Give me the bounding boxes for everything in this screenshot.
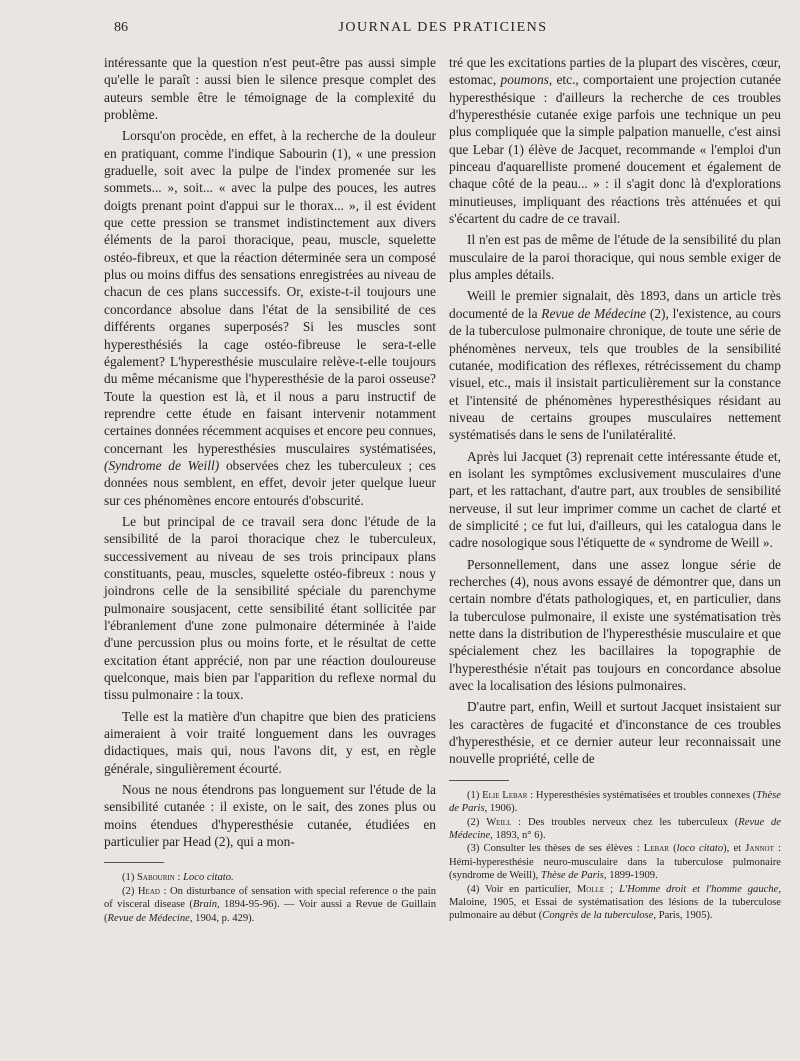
- paragraph: Lorsqu'on procède, en effet, à la recherche de la douleur en pratiquant, comme l'indique Sabourin (1), « une pression graduelle, soit avec la pulpe de l'index promenée sur les sommets... », soit... « avec la pulpe des pouces, les autres doigts prenant point d'appui sur le thorax... », il est évident que cette pression se transmet indistinctement aux divers éléments de la paroi thoracique, peau, muscle, squelette ostéo-fibreux, et que la réaction déterminée sera un composé plus ou moins diffus des sensations enregistrées au niveau de chacun de ces plans successifs. Or, existe-t-il toujours une concordance absolue dans l'état de la sensibilité de ces différents organes superposés? Si les muscles sont hyperesthésiés la cage ostéo-fibreuse le sera-t-elle également? L'hyperesthésie musculaire relève-t-elle toujours du même mécanisme que l'hyperesthésie de la paroi osseuse? Toute la question est là, et il nous a paru instructif de reprendre cette étude en faisant intervenir notamment certaines données récemment acquises et encore peu connues, concernant les hyperesthésies musculaires systématisées, (Syndrome de Weill) observées chez les tuberculeux ; ces données nous semblent, en effet, devoir jeter quelque lueur sur ces phénomènes encore entourés d'obscurité.: [104, 128, 436, 508]
- paragraph: Après lui Jacquet (3) reprenait cette intéressante étude et, en isolant les symptômes exclusivement musculaires d'une part, et les rattachant, d'autre part, aux troubles de sensibilité nerveuse, il sut leur imprimer comme un cachet de clarté et de simplicité ; ce fut lui, d'ailleurs, qui les catalogua dans le cadre nosologique sous l'étiquette de « syndrome de Weill ».: [449, 448, 781, 551]
- paragraph: Il n'en est pas de même de l'étude de la sensibilité du plan musculaire de la paroi thoracique, qui nous semble exiger de plus amples détails.: [449, 232, 781, 283]
- footnote-divider: [104, 862, 164, 863]
- footnote: (2) Head : On disturbance of sensation with special reference o the pain of visceral disease (Brain, 1894-95-96). — Voir aussi a Revue de Guillain (Revue de Médecine, 1904, p. 429).: [104, 885, 436, 924]
- journal-title: JOURNAL DES PRATICIENS: [338, 20, 548, 35]
- paragraph: Le but principal de ce travail sera donc l'étude de la sensibilité de la paroi thoracique chez le tuberculeux, successivement au niveau de ses trois principaux plans constituants, peau, muscles, squelette ostéo-fibreux : nous y joindrons celle de la sensibilité spéciale du parenchyme pulmonaire sousjacent, cette sensibilité étant sollicitée par l'ébranlement d'une zone pulmonaire déterminée à l'aide d'une percussion plus ou moins forte, et le résultat de cette excitation étant apprécié, non par une réaction douloureuse quelconque, mais bien par l'apparition du reflexe normal du tissu pulmonaire : la toux.: [104, 513, 436, 703]
- footnote: (1) Sabourin : Loco citato.: [122, 872, 234, 884]
- paragraph: Personnellement, dans une assez longue série de recherches (4), nous avons essayé de démontrer que, dans un certain nombre d'états pathologiques, et, en particulier, dans la tuberculose pulmonaire, il existe une systématisation très nette dans la distribution de l'hyperesthésie musculaire et que spécialement chez les bacillaires la topographie de l'hyperesthésie n'était pas toujours en concordance absolue avec la localisation des lésions pulmonaires.: [449, 556, 781, 694]
- footnote: (1) Elie Lebar : Hyperesthésies systématisées et troubles connexes (Thèse de Paris, 1906).: [449, 789, 781, 815]
- footnote: (3) Consulter les thèses de ses élèves : Lebar (loco citato), et Jannot : Hémi-hyperesthésie neuro-musculaire dans la tuberculose pulmonaire (syndrome de Weill), Thèse de Paris, 1899-1909.: [449, 843, 781, 882]
- paragraph: D'autre part, enfin, Weill et surtout Jacquet insistaient sur les caractères de fugacité et d'inconstance de ces troubles d'hyperesthésie, et ce dernier auteur leur reconnaissait une nouvelle propriété, celle de: [449, 699, 781, 767]
- right-column: [449, 54, 781, 923]
- footnote: (2) Weill : Des troubles nerveux chez les tuberculeux (Revue de Médecine, 1893, n° 6).: [449, 816, 781, 841]
- page-number: 86: [114, 20, 128, 35]
- left-column: [104, 54, 436, 925]
- paragraph: tré que les excitations parties de la plupart des viscères, cœur, estomac, poumons, etc., comportaient une projection cutanée hyperesthésique : d'ailleurs la recherche de ces troubles d'hyperesthésie cutanée exige parfois une technique un peu plus compliquée que la simple palpation manuelle, c'est ainsi que Lebar (1) élève de Jacquet, recommande « l'emploi d'un pinceau d'aquarelliste promené doucement et également de chaque côté de la peau... » : il s'agit donc là d'explorations minutieuses, impliquant des réactions très atténuées et qui s'écartent du cadre de ce travail.: [449, 55, 781, 227]
- paragraph: Telle est la matière d'un chapitre que bien des praticiens aimeraient à voir traité longuement dans les ouvrages didactiques, mais qui, nous l'avons dit, y est, en règle générale, singulièrement écourté.: [104, 708, 436, 776]
- page-header: [104, 20, 782, 46]
- paragraph: Weill le premier signalait, dès 1893, dans un article très documenté de la Revue de Médecine (2), l'existence, au cours de la tuberculose pulmonaire chronique, de toute une série de phénomènes nerveux, tels que troubles de la sensibilité cutanée, modification des réflexes, rétrécissement du champ visuel, etc., mais il insistait particulièrement sur la constance et l'intensité de phénomènes hyperesthésiques résidant au niveau de certains groupes musculaires nettement systématisés dans le sens de l'unilatéralité.: [449, 288, 781, 443]
- footnote: (4) Voir en particulier, Molle ; L'Homme droit et l'homme gauche, Maloine, 1905, et Essai de systématisation des lésions de la tuberculose pulmonaire au début (Congrès de la tuberculose, Paris, 1905).: [449, 883, 781, 922]
- paragraph: Nous ne nous étendrons pas longuement sur l'étude de la sensibilité cutanée : il existe, on le sait, des zones plus ou moins étendues d'hyperesthésie cutanée, étudiées en particulier par Head (2), qui a mon-: [104, 782, 436, 850]
- footnote-divider: [449, 780, 509, 781]
- paragraph: intéressante que la question n'est peut-être pas aussi simple qu'elle le paraît : aussi bien le silence presque complet des auteurs semble être le témoignage de la complexité du problème.: [104, 55, 436, 123]
